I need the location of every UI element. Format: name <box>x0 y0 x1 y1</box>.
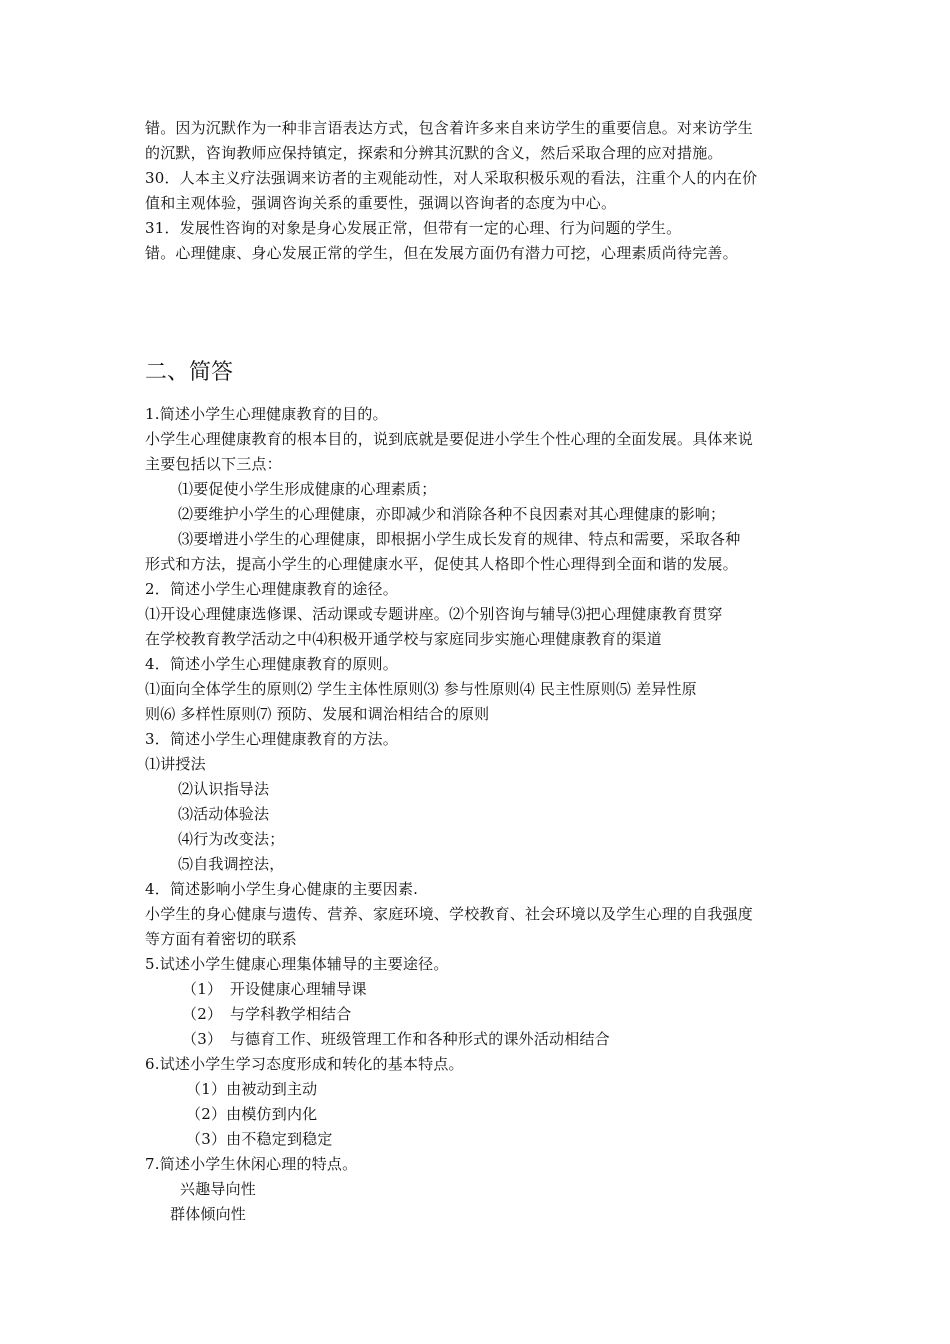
list-item: ⑵要维护小学生的心理健康，亦即减少和消除各种不良因素对其心理健康的影响； <box>178 505 726 523</box>
list-item: ⑴讲授法 <box>145 755 206 773</box>
text-line: 30．人本主义疗法强调来访者的主观能动性，对人采取积极乐观的看法，注重个人的内在价 <box>145 169 758 187</box>
text-line: 小学生心理健康教育的根本目的，说到底就是要促进小学生个性心理的全面发展。具体来说 <box>145 430 754 448</box>
question-line: 2．简述小学生心理健康教育的途径。 <box>145 580 398 598</box>
text-line: 错。因为沉默作为一种非言语表达方式，包含着许多来自来访学生的重要信息。对来访学生 <box>145 119 754 137</box>
list-item: 群体倾向性 <box>170 1205 247 1223</box>
text-line: 值和主观体验，强调咨询关系的重要性，强调以咨询者的态度为中心。 <box>145 194 617 212</box>
list-item: （2） 与学科教学相结合 <box>182 1005 352 1023</box>
list-item: ⑷行为改变法； <box>178 830 285 848</box>
list-item: （3）由不稳定到稳定 <box>186 1130 333 1148</box>
question-line: 5.试述小学生健康心理集体辅导的主要途径。 <box>145 955 449 973</box>
text-line: 的沉默，咨询教师应保持镇定，探索和分辨其沉默的含义，然后采取合理的应对措施。 <box>145 144 723 162</box>
text-line: 则⑹ 多样性原则⑺ 预防、发展和调治相结合的原则 <box>145 705 490 723</box>
text-line: 等方面有着密切的联系 <box>145 930 298 948</box>
text-line: 31．发展性咨询的对象是身心发展正常，但带有一定的心理、行为问题的学生。 <box>145 219 682 237</box>
question-line: 1.简述小学生心理健康教育的目的。 <box>145 405 388 423</box>
list-item: （1）由被动到主动 <box>186 1080 318 1098</box>
text-line: 错。心理健康、身心发展正常的学生，但在发展方面仍有潜力可挖，心理素质尚待完善。 <box>145 244 738 262</box>
text-line: 在学校教育教学活动之中⑷积极开通学校与家庭同步实施心理健康教育的渠道 <box>145 630 662 648</box>
list-item: 兴趣导向性 <box>180 1180 257 1198</box>
question-line: 4．简述小学生心理健康教育的原则。 <box>145 655 398 673</box>
section-heading: 二、简答 <box>145 360 234 385</box>
question-line: 3．简述小学生心理健康教育的方法。 <box>145 730 398 748</box>
question-line: 7.简述小学生休闲心理的特点。 <box>145 1155 358 1173</box>
list-item: （3） 与德育工作、班级管理工作和各种形式的课外活动相结合 <box>182 1030 610 1048</box>
text-line: ⑴开设心理健康选修课、活动课或专题讲座。⑵个别咨询与辅导⑶把心理健康教育贯穿 <box>145 605 723 623</box>
text-line: ⑴面向全体学生的原则⑵ 学生主体性原则⑶ 参与性原则⑷ 民主性原则⑸ 差异性原 <box>145 680 697 698</box>
list-item: ⑴要促使小学生形成健康的心理素质； <box>178 480 437 498</box>
list-item: （2）由模仿到内化 <box>186 1105 318 1123</box>
list-item: ⑵认识指导法 <box>178 780 270 798</box>
question-line: 6.试述小学生学习态度形成和转化的基本特点。 <box>145 1055 464 1073</box>
list-item: （1） 开设健康心理辅导课 <box>182 980 367 998</box>
list-item: ⑶活动体验法 <box>178 805 270 823</box>
text-line: 形式和方法，提高小学生的心理健康水平，促使其人格即个性心理得到全面和谐的发展。 <box>145 555 738 573</box>
text-line: 主要包括以下三点： <box>145 455 282 473</box>
list-item: ⑶要增进小学生的心理健康，即根据小学生成长发育的规律、特点和需要，采取各种 <box>178 530 741 548</box>
question-line: 4．简述影响小学生身心健康的主要因素. <box>145 880 419 898</box>
list-item: ⑸自我调控法， <box>178 855 285 873</box>
text-line: 小学生的身心健康与遗传、营养、家庭环境、学校教育、社会环境以及学生心理的自我强度 <box>145 905 754 923</box>
